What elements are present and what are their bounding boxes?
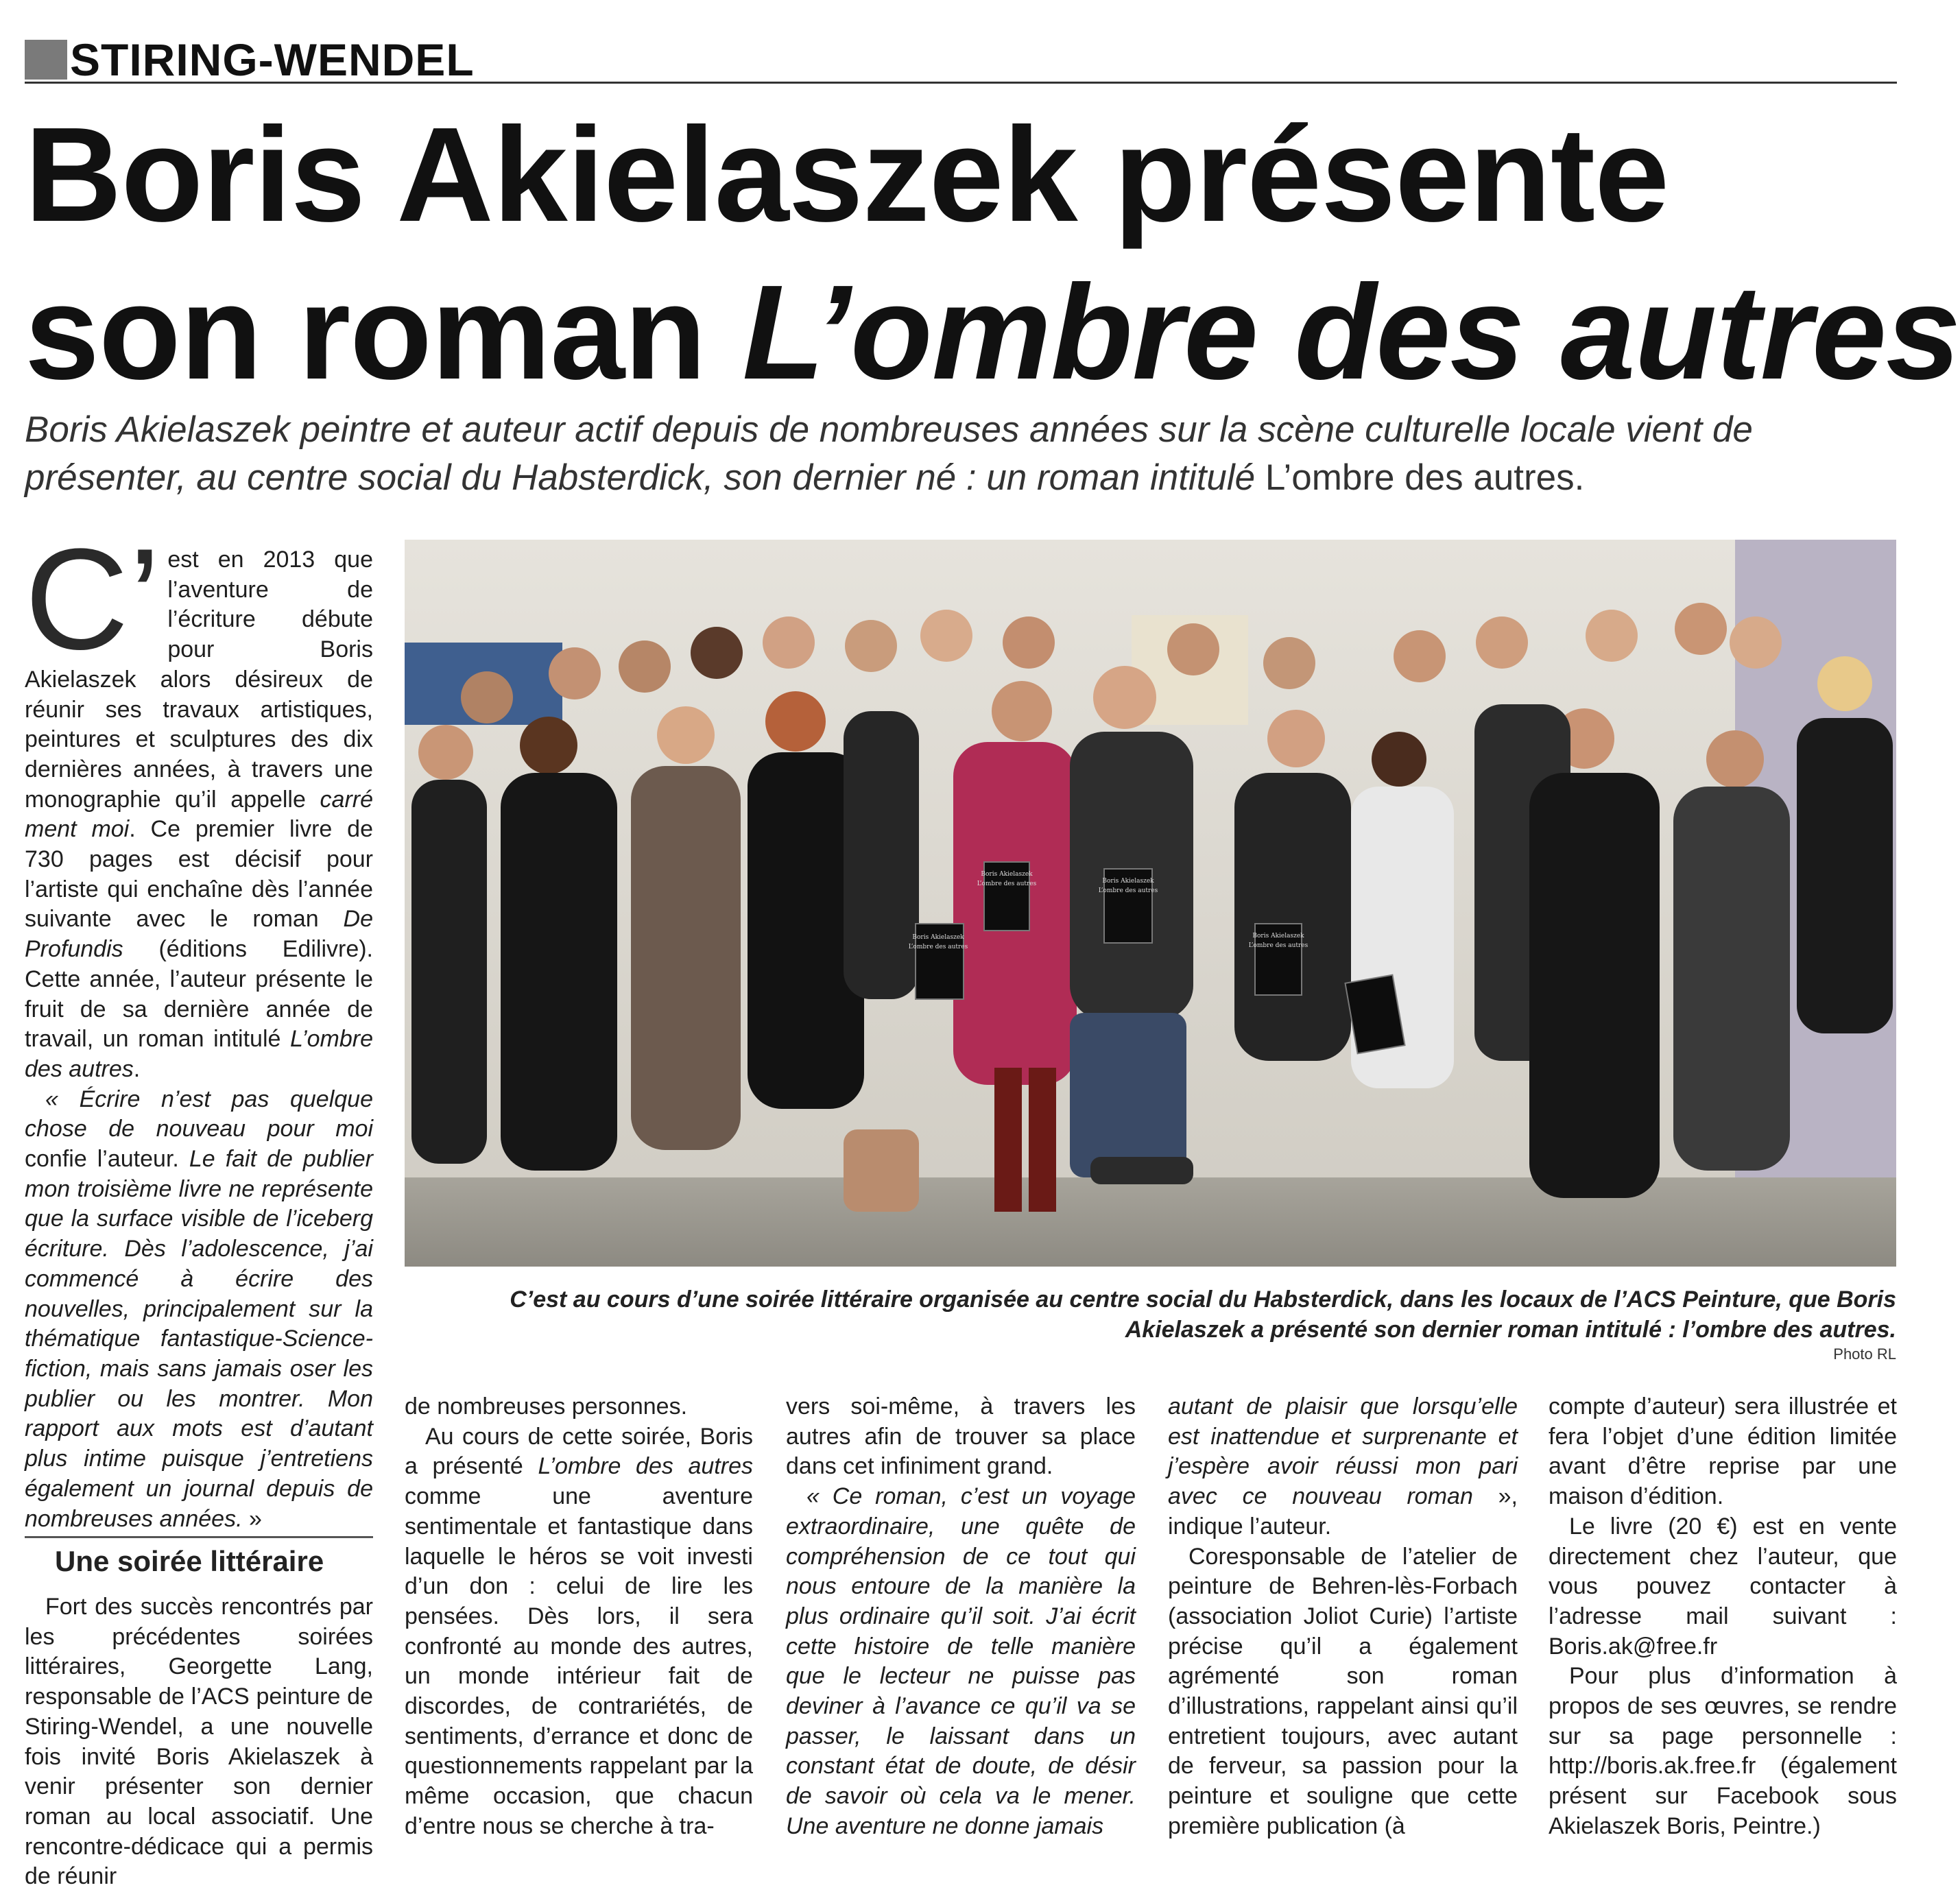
- col1-paragraph-1: [25, 518, 373, 1085]
- headline-line-1: Boris Akielaszek présente: [25, 99, 1669, 250]
- rubric-square: [25, 40, 67, 80]
- group-photo: [405, 540, 1896, 1267]
- column-4: [1168, 1392, 1518, 1842]
- book-4-author: Boris Akielaszek: [1252, 933, 1304, 939]
- col5-paragraph-3: Pour plus d’information à propos de ses œuvres, se rendre sur sa page personnelle : http://boris.ak.free.fr (également présent sur Facebook sous Akielaszek Boris, Peintre.): [1549, 1663, 1897, 1839]
- book-2-author: Boris Akielaszek: [981, 871, 1033, 878]
- col1-text-g: .: [133, 1055, 141, 1082]
- subhead-block: [25, 1536, 373, 1581]
- headline-line-2: [25, 257, 1960, 407]
- col1-text-a: est en 2013 que l’aventure de l’écriture débute pour Boris Akielaszek alors désireux de réunir ses travaux artistiques, peintures et sculptures des dix dernières années, à travers une monographie qu’il appelle: [25, 547, 373, 813]
- lead-text: Boris Akielaszek peintre et auteur actif depuis de nombreuses années sur la scène culturelle locale vient de présenter, au centre social du Habsterdick, son dernier né : un roman intitulé: [25, 409, 1753, 498]
- col2-text-c: comme une aventure sentimentale et fantastique dans laquelle le héros se voit investi d’un don : celui de lire les pensées. Dès lors, il sera confronté au monde des autres, un monde intérieur fait de discordes, de contrariétés, de sentiments, d’errance et donc de questionnements rappelant par la même occasion, que chacun d’entre nous se cherche à tra-: [405, 1483, 753, 1839]
- book-1-author: Boris Akielaszek: [912, 934, 964, 941]
- headline-prefix: son roman: [25, 257, 743, 407]
- photo-credit: Photo RL: [1833, 1345, 1896, 1363]
- col2-paragraph-2: [405, 1422, 753, 1842]
- col5-paragraph-2: Le livre (20 €) est en vente directement chez l’auteur, que vous pouvez contacter à l’adresse mail suivant : Boris.ak@free.fr: [1549, 1513, 1897, 1660]
- book-3-author: Boris Akielaszek: [1102, 878, 1154, 885]
- lead-book-title: L’ombre des autres.: [1265, 457, 1585, 498]
- col1-title-monograph: carré ment moi: [25, 786, 373, 843]
- column-1-continued: [25, 1592, 373, 1892]
- col4-paragraph-2: Coresponsable de l’atelier de peinture de Behren-lès-Forbach (association Joliot Curie) l’artiste précise qu’il a également agrémenté son roman d’illustrations, rappelant ainsi qu’il entretient toujours, avec autant de ferveur, sa passion pour la peinture et souligne que cette première publication (à: [1168, 1543, 1518, 1839]
- floor: [405, 1177, 1896, 1267]
- rubric-label: STIRING-WENDEL: [70, 34, 475, 85]
- group-photo-illustration: [405, 540, 1896, 1267]
- headline-book-title: L’ombre des autres: [742, 257, 1960, 407]
- book-4-title: L’ombre des autres: [1248, 942, 1308, 949]
- col3-paragraph-1: vers soi-même, à travers les autres afin de trouver sa place dans cet infiniment grand.: [786, 1393, 1136, 1480]
- col1-quote-a: « Écrire n’est pas quelque chose de nouveau pour moi: [25, 1086, 373, 1142]
- column-3: [786, 1392, 1136, 1842]
- col4-quote: autant de plaisir que lorsqu’elle est inattendue et surprenante et j’espère avoir réussi mon pari avec ce nouveau roman: [1168, 1393, 1518, 1510]
- col2-paragraph-1: de nombreuses personnes.: [405, 1393, 688, 1420]
- col1-title-deprofundis: De Profundis: [25, 906, 373, 963]
- col1-text-e: (éditions Edilivre). Cette année, l’auteur présente le fruit de sa dernière année de travail, un roman intitulé: [25, 936, 373, 1053]
- photo-caption: C’est au cours d’une soirée littéraire organisée au centre social du Habsterdick, dans les locaux de l’ACS Peinture, que Boris Akielaszek a présenté son dernier roman intitulé : l’ombre des autres.: [510, 1286, 1896, 1343]
- book-3-title: L’ombre des autres: [1098, 887, 1158, 894]
- section-rubric: [25, 34, 1897, 84]
- book-1-title: L’ombre des autres: [908, 944, 968, 950]
- lead-paragraph: [25, 406, 1904, 502]
- col4-attribution: », indique l’auteur.: [1168, 1483, 1518, 1540]
- col2-text-a: Au cours de cette soirée, Boris a présenté: [405, 1423, 753, 1480]
- drop-cap: C’: [25, 518, 161, 680]
- col3-paragraph-2: « Ce roman, c’est un voyage extraordinaire, une quête de compréhension de ce tout qui nous entoure de la manière la plus ordinaire qu’il soit. J’ai écrit cette histoire de telle manière que le lecteur ne puisse pas deviner à l’avance ce qu’il va se passer, le laissant dans un constant état de doute, de désir de savoir où cela va le mener. Une aventure ne donne jamais: [786, 1483, 1136, 1839]
- column-1: [25, 518, 373, 1534]
- book-2-title: L’ombre des autres: [977, 881, 1037, 887]
- subhead: Une soirée littéraire: [55, 1545, 324, 1577]
- col1-quote-d: »: [242, 1505, 262, 1532]
- col1-quote-c: Le fait de publier mon troisième livre ne représente que la surface visible de l’iceberg écriture. Dès l’adolescence, j’ai commencé à écrire des nouvelles, principalement sur la thématique fantastique-Science-fiction, mais sans jamais oser les publier ou les montrer. Mon rapport aux mots est d’autant plus intime puisque j’entretiens également un journal depuis de nombreuses années.: [25, 1146, 373, 1532]
- col1-title-ombre: L’ombre des autres: [25, 1026, 373, 1082]
- col1-quote-b: confie l’auteur.: [25, 1146, 189, 1173]
- col2-book-title: L’ombre des autres: [538, 1453, 753, 1480]
- col1b-paragraph: Fort des succès rencontrés par les précédentes soirées littéraires, Georgette Lang, responsable de l’ACS peinture de Stiring-Wendel, a une nouvelle fois invité Boris Akielaszek à venir présenter son dernier roman au local associatif. Une rencontre-dédicace qui a permis de réunir: [25, 1594, 373, 1890]
- column-2: [405, 1392, 753, 1842]
- col1-text-c: . Ce premier livre de 730 pages est décisif pour l’artiste qui enchaîne dès l’année suivante avec le roman: [25, 816, 373, 933]
- col1-paragraph-2: [25, 1085, 373, 1535]
- col4-paragraph-1: [1168, 1392, 1518, 1542]
- column-5: [1549, 1392, 1897, 1842]
- col5-paragraph-1: compte d’auteur) sera illustrée et fera l’objet d’une édition limitée avant d’être reprise par une maison d’édition.: [1549, 1393, 1897, 1510]
